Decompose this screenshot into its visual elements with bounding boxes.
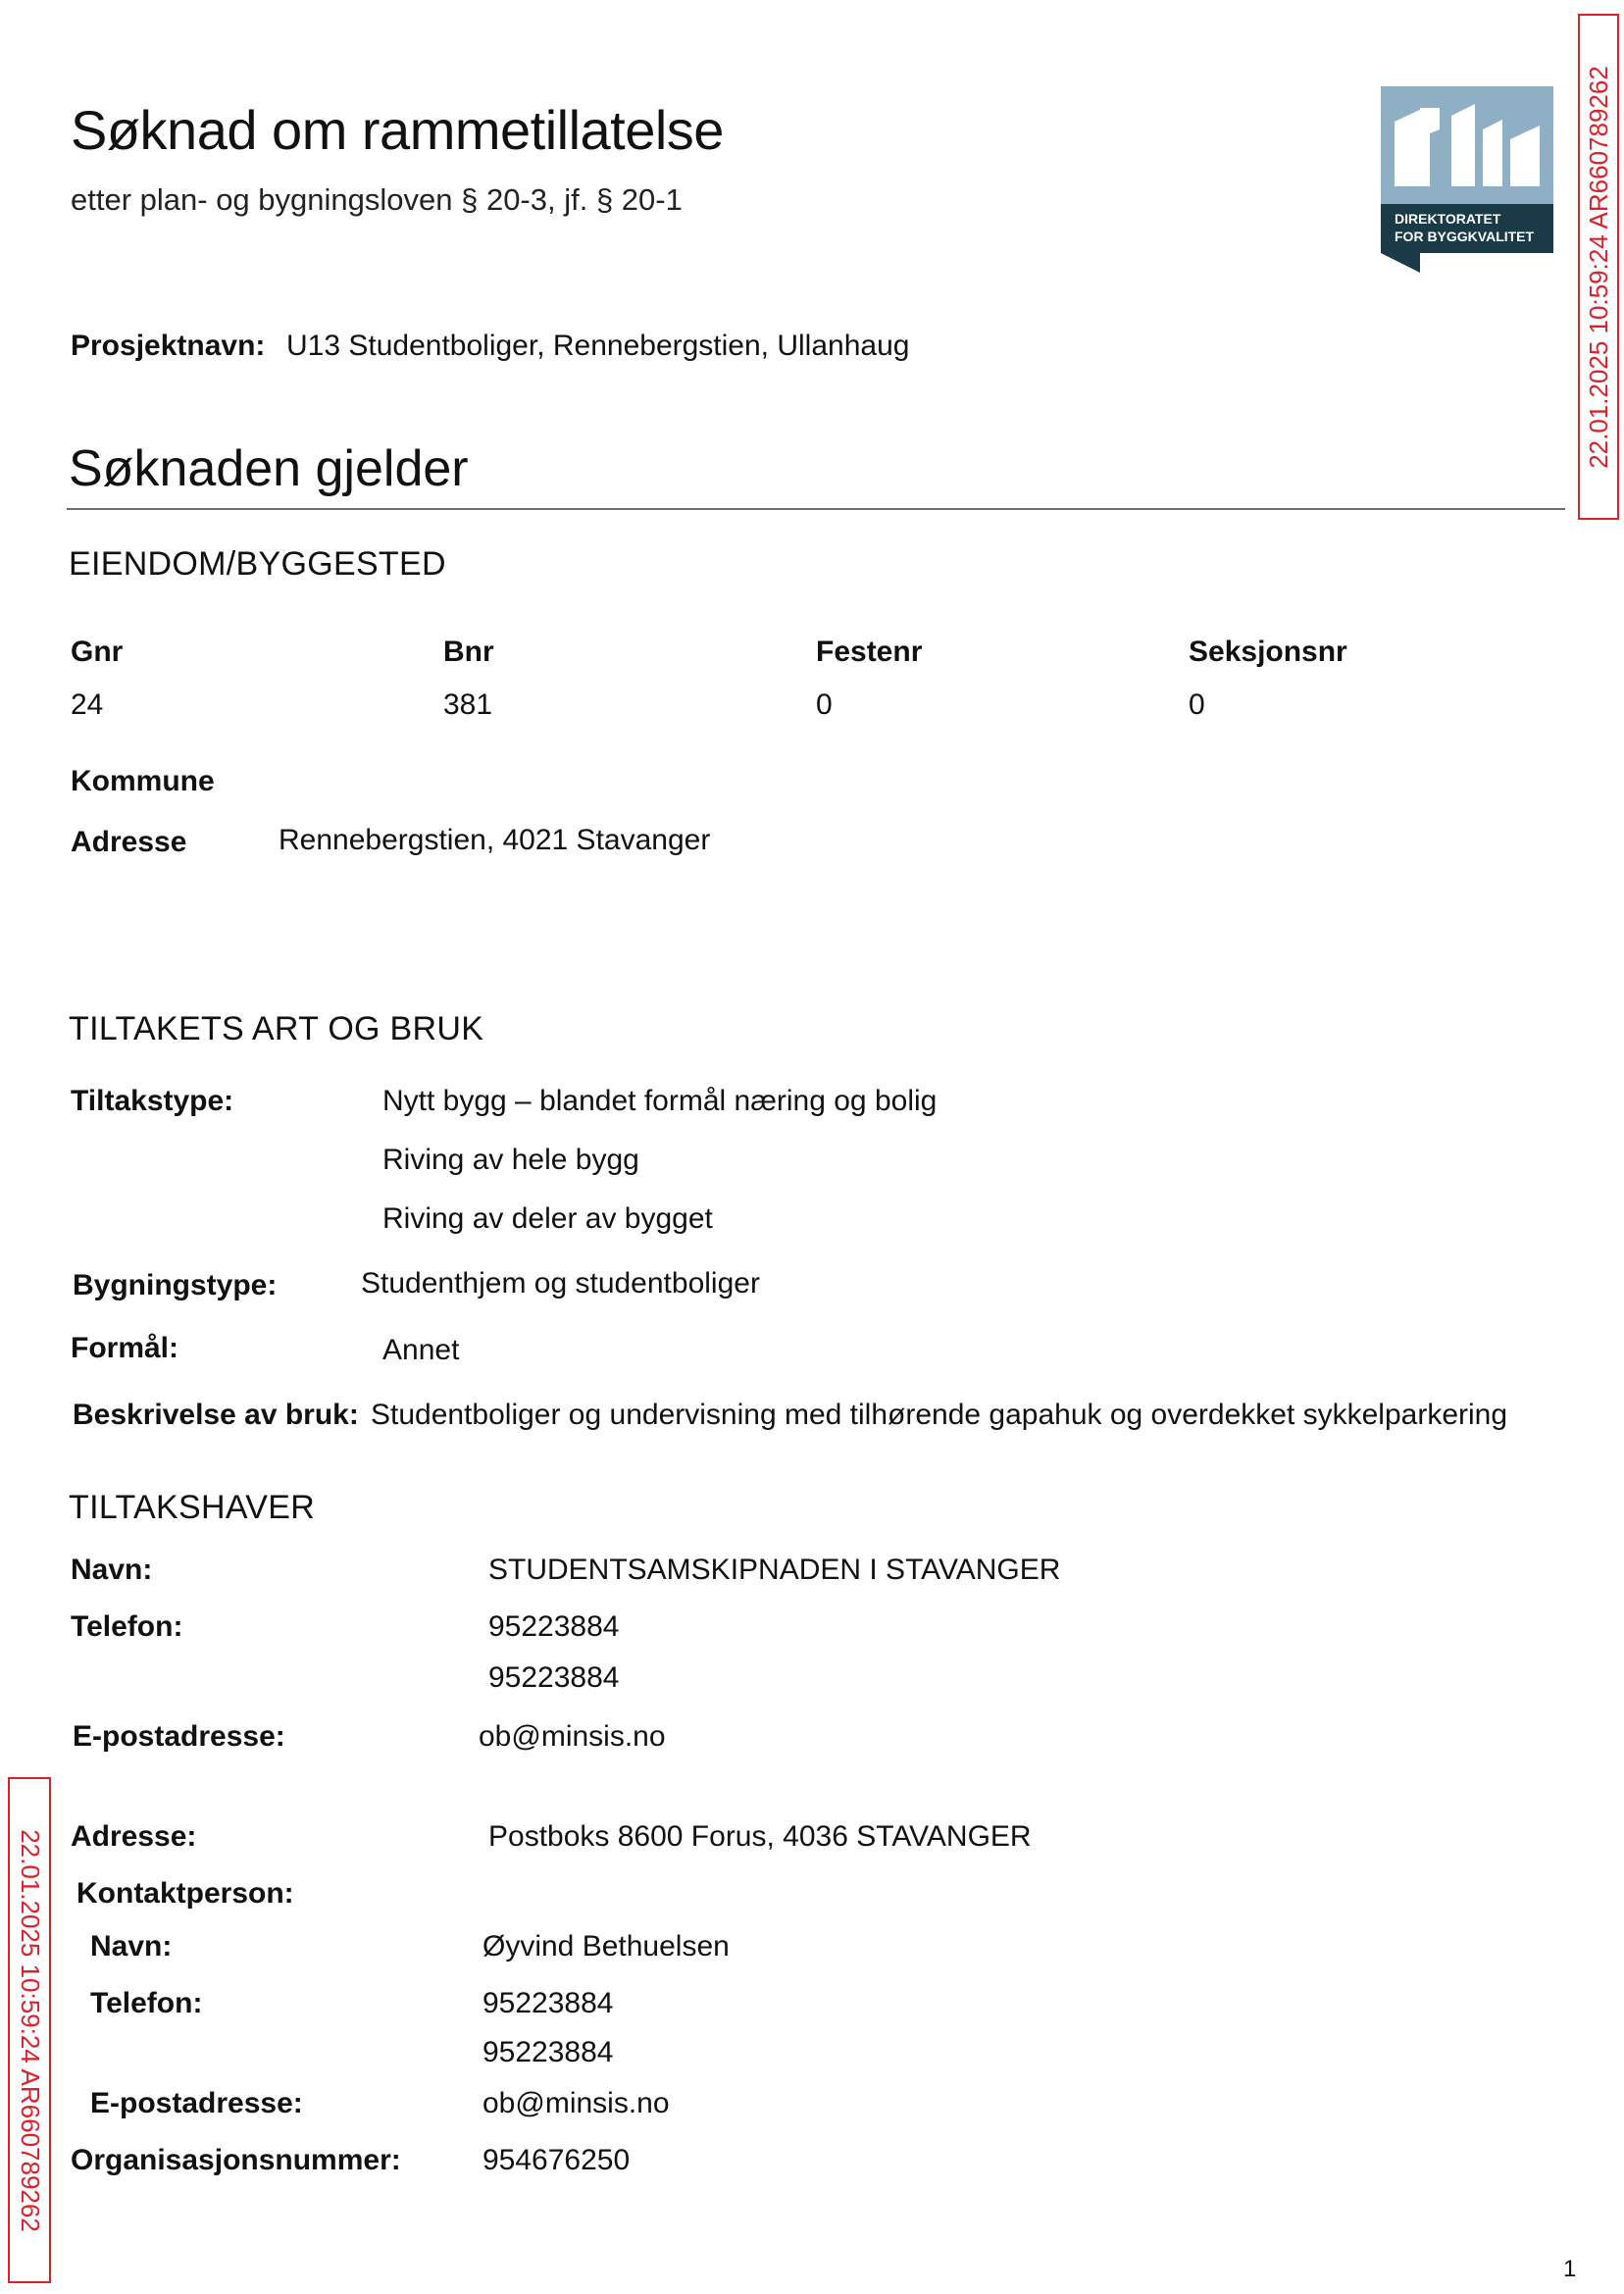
stamp-text: 22.01.2025 10:59:24 AR660789262 [15,1828,45,2232]
tiltakstype-label: Tiltakstype: [71,1085,234,1117]
kontakt-epost-value: ob@minsis.no [482,2087,670,2119]
section-title: Søknaden gjelder [69,440,469,497]
tiltak-heading: TILTAKETS ART OG BRUK [69,1010,484,1047]
formal-value: Annet [382,1334,460,1366]
page-subtitle: etter plan- og bygningsloven § 20-3, jf. § 20-1 [71,182,683,217]
tiltakshaver-heading: TILTAKSHAVER [69,1489,316,1526]
bnr-label: Bnr [443,636,494,668]
navn-value: STUDENTSAMSKIPNADEN I STAVANGER [488,1554,1061,1586]
kontakt-navn-label: Navn: [90,1930,173,1963]
seksjonsnr-value: 0 [1189,688,1205,721]
epost-label: E-postadresse: [73,1720,285,1753]
section-divider [67,508,1565,510]
seksjonsnr-label: Seksjonsnr [1189,636,1347,668]
kontakt-telefon-value: 95223884 [482,2036,614,2068]
logo-text-line1: DIREKTORATET [1395,211,1501,227]
gnr-value: 24 [71,688,104,721]
adresse-value: Rennebergstien, 4021 Stavanger [279,824,711,856]
kontakt-telefon-label: Telefon: [90,1987,203,2019]
kommune-label: Kommune [71,765,215,797]
navn-label: Navn: [71,1554,153,1586]
adresse-label: Adresse [71,826,187,858]
epost-value: ob@minsis.no [479,1720,666,1753]
gnr-label: Gnr [71,636,124,668]
orgnr-value: 954676250 [482,2144,631,2176]
property-heading: EIENDOM/BYGGESTED [69,545,446,583]
dibk-logo-icon [1381,86,1553,273]
formal-label: Formål: [71,1332,179,1364]
telefon-label: Telefon: [71,1610,183,1643]
stamp-text: 22.01.2025 10:59:24 AR660789262 [1583,65,1613,469]
telefon-value: 95223884 [488,1661,620,1694]
orgnr-label: Organisasjonsnummer: [71,2144,401,2176]
tiltakstype-value: Nytt bygg – blandet formål næring og bolig [382,1085,938,1117]
timestamp-stamp-right [1578,14,1619,520]
beskrivelse-label: Beskrivelse av bruk: [73,1399,359,1431]
festenr-value: 0 [816,688,833,721]
dibk-logo [1381,86,1553,273]
kontakt-navn-value: Øyvind Bethuelsen [482,1930,730,1963]
tiltakstype-value: Riving av hele bygg [382,1144,639,1176]
project-name-value: U13 Studentboliger, Rennebergstien, Ullanhaug [286,330,910,362]
tiltakshaver-adresse-label: Adresse: [71,1820,197,1853]
bygningstype-value: Studenthjem og studentboliger [361,1267,760,1300]
tiltakshaver-adresse-value: Postboks 8600 Forus, 4036 STAVANGER [488,1820,1032,1853]
logo-text-line2: FOR BYGGKVALITET [1395,229,1535,244]
project-name-label: Prosjektnavn: [71,330,266,362]
beskrivelse-value: Studentboliger og undervisning med tilhørende gapahuk og overdekket sykkelparkering [371,1399,1508,1431]
page-number: 1 [1563,2256,1577,2282]
telefon-value: 95223884 [488,1610,620,1643]
kontakt-telefon-value: 95223884 [482,1987,614,2019]
tiltakstype-value: Riving av deler av bygget [382,1202,713,1235]
festenr-label: Festenr [816,636,923,668]
kontakt-epost-label: E-postadresse: [90,2087,303,2119]
bygningstype-label: Bygningstype: [73,1269,278,1301]
bnr-value: 381 [443,688,493,721]
timestamp-stamp-left [8,1777,51,2283]
page-title: Søknad om rammetillatelse [71,99,724,161]
kontaktperson-label: Kontaktperson: [76,1877,294,1910]
